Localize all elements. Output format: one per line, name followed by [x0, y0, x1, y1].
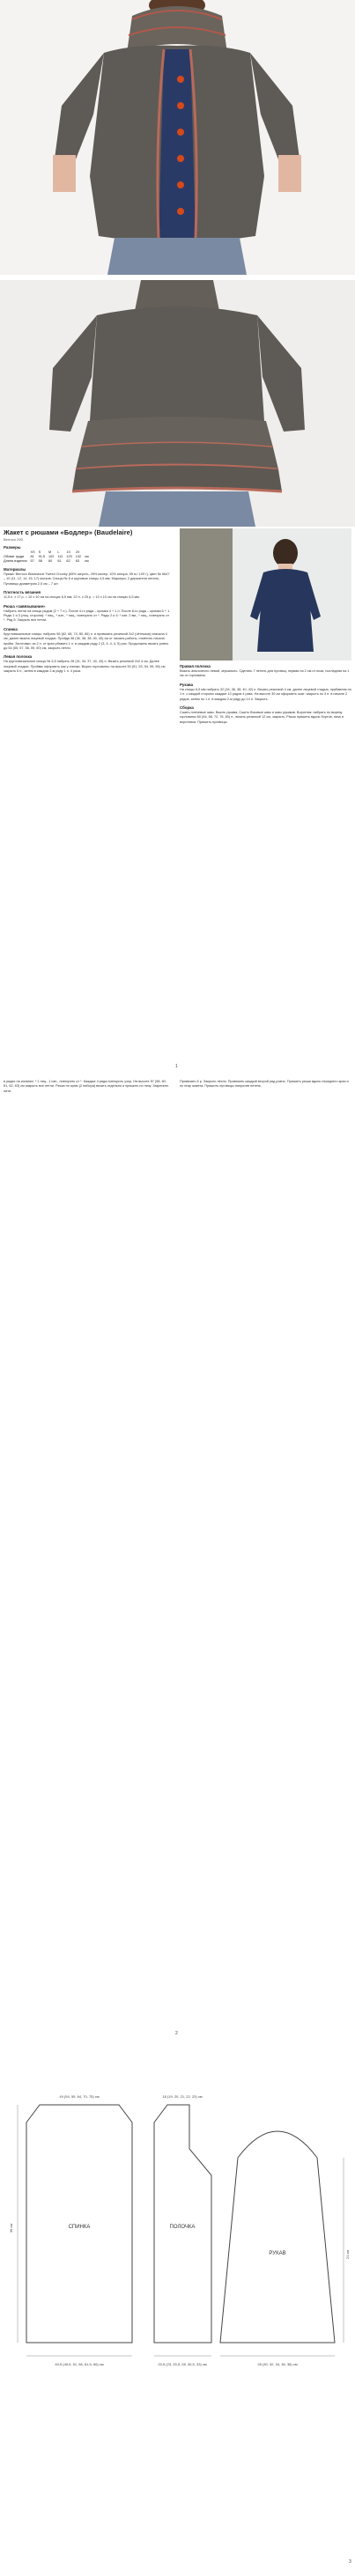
size-value: 81 — [30, 555, 34, 558]
page2-left-column — [4, 1080, 171, 1094]
measure-front-width: 20,5 (23, 25,5, 28, 30,5, 33) см — [158, 2362, 207, 2366]
left-front-heading: Левая полочка — [4, 654, 33, 660]
density-heading: Плотность вязания — [4, 590, 41, 595]
measure-back-top: 49 (54, 59, 64, 70, 75) см — [59, 2094, 100, 2099]
size-value: 112 — [57, 555, 63, 558]
materials-text: Пряжа: Berroco Blackstone Tweed Chunky (65% шерсть, 25% мохер, 10% ангора, 55 м / 100 г), цвет № 6647 – 10 (11, 12, 14, 15, 17) мотков; Спицы № 8 и круговые спицы 4,5 мм; Маркеры; 2 держателя петель; Пуговицы диаметром 2,5 см – 7 шт. — [4, 572, 170, 586]
front-label: ПОЛОЧКА — [169, 2225, 196, 2230]
size-value: 57 — [30, 559, 34, 563]
materials-heading: Материалы — [4, 567, 26, 572]
size-value: 60 — [48, 559, 53, 563]
sizes-row-label: Обхват груди — [4, 555, 25, 558]
measure-back-width: 40,5 (45,5, 51, 56, 61,5, 66) см — [55, 2362, 104, 2366]
front-piece-outline — [154, 2105, 211, 2343]
size-value: 61 — [57, 559, 62, 563]
size-unit: см — [85, 555, 89, 558]
sleeve-heading: Рукава — [180, 682, 194, 687]
page1-left-column — [4, 528, 171, 675]
measure-back-length: 36 см — [9, 2223, 13, 2233]
size-label: 2X — [75, 550, 80, 554]
ruffle-text: Набрать петли на спицы рядом (2 + 7 п.). После 4-го ряда – кромка 4 + 1 п. После 8-го ряда – кромка 6 + 1. Ряды 1 и 3 (лиц. сторона): * лиц., * изн., * лиц., повторять от *. Ряды 2 и 4: * изн. 2 вм., * лиц., повторять от *. Ряд 5: Закрыть все петли. — [4, 609, 171, 623]
size-label: L — [57, 550, 60, 554]
page1-right-column — [180, 528, 351, 725]
finishing-text: Сшить плечевые швы. Вшить рукава. Сшить боковые швы и швы рукавов. Воротник: набрать по вырезу горловины 60 (64, 68, 72, 76, 80) п., вязать резинкой 12 см, закрыть. Рюши пришить вдоль бортов, низа и воротника. Пришить пуговицы. — [180, 711, 344, 724]
page2-left-text: в рядах на изнанке: * 1 лиц., 1 изн., повторять от *. Каждые 4 ряда повторить узор. На высоте 57 (58, 60, 61, 62, 63) см закрыть все петли. Рюши по краю (2 набора) вязать отдельно и пришить по низу. Закрепить нити. — [4, 1080, 169, 1093]
schematic-diagram — [0, 2052, 355, 2545]
size-value: 58 — [38, 559, 42, 563]
photo-front-view — [0, 0, 355, 275]
page2-right-text: Провязать 6 р. Закрыть петли. Провязать каждый второй ряд ровно. Пришить рюши вдоль переднего края и по низу жакета. Пришить пуговицы напротив петель. — [180, 1080, 349, 1089]
sleeve-label: РУКАВ — [269, 2251, 286, 2256]
back-heading: Спинка — [4, 626, 18, 631]
page-number: 3 — [349, 2559, 351, 2565]
pattern-page-1 — [0, 528, 355, 1074]
back-piece-outline — [26, 2105, 132, 2343]
back-text: Кругловязальные спицы: набрать 56 (62, 68, 74, 80, 86) п. и провязать резинкой 2х2 (чётными) сначала 4 см; далее вязать лицевой гладью. Пройдя 36 (36, 38, 38, 40, 40) см от начала работы, отметить начало пройм. Заготовки: за 2 п. от края убавить 1 п. в каждом ряду 2 (3, 3, 4, 4, 5) раз. Продолжать вязать ровно до 54 (55, 57, 58, 59, 60) см, закрыть петли. — [4, 631, 169, 651]
size-value: 132 — [75, 555, 82, 558]
sleeve-outline — [220, 2131, 335, 2343]
density-text: 11,5 п. х 17 р. = 10 х 10 см на спицах 6,5 мм; 22 п. х 25 р. = 10 х 10 см на спицах 6,5 мм. — [4, 595, 140, 600]
right-front-text: Вязать аналогично левой, зеркально. Сделать 7 петель для пуговиц: первая на 2 см от низа, последняя на 1 см от горловины. — [180, 669, 350, 678]
size-value: 102 — [48, 555, 55, 558]
right-front-heading: Правая полочка — [180, 664, 211, 668]
sleeve-text: На спицы 6,5 мм набрать 32 (34, 36, 38, 40, 42) п. Вязать резинкой 4 см, далее лицевой гладью, прибавляя по 1 п. с каждой стороны каждые 10 рядов 4 раза. На высоте 30 см оформить окат: закрыть по 3 п. в начале 2 рядов, затем по 1 п. в каждом 2-м ряду до 14 п. Закрыть. — [180, 687, 351, 701]
pattern-page-2 — [0, 1080, 355, 2048]
size-value: 63 — [75, 559, 79, 563]
measure-sleeve-length: 21 см — [345, 2249, 350, 2260]
size-value: 91,5 — [38, 555, 46, 558]
size-label: M — [48, 550, 52, 554]
size-unit: см — [85, 559, 89, 563]
measure-sleeve-width: 28 (30, 32, 34, 36, 38) см — [257, 2362, 298, 2366]
finishing-heading: Сборка — [180, 705, 194, 711]
document-subtitle: Berroco 290 — [4, 537, 23, 542]
sizes-heading: Размеры — [4, 545, 21, 550]
size-label: S — [38, 550, 41, 554]
page-number: 2 — [175, 2031, 178, 2036]
ruffle-heading: Рюша «завязывание» — [4, 603, 46, 609]
sizes-row-label: Длина изделия — [4, 559, 27, 563]
model-photo — [180, 528, 351, 661]
page2-right-column — [180, 1080, 351, 1089]
size-value: 123 — [66, 555, 72, 558]
size-value: 62 — [66, 559, 70, 563]
page-number: 1 — [175, 1064, 178, 1069]
sizes-table — [4, 550, 92, 564]
document-title: Жакет с рюшами «Бодлер» (Baudelaire) — [4, 528, 133, 536]
left-front-text: На кругловязальные спицы № 6,5 набрать 28 (31, 34, 37, 40, 43) п. Вязать резинкой 2х2 4 см. Далее лицевой гладью. Проймы оформить как у спинки. Вырез горловины: на высоте 50 (51, 53, 54, 55, 56) см закрыть 6 п., затем в каждом 2-м ряду 1 п. 4 раза. — [4, 660, 166, 674]
size-label: 1X — [66, 550, 71, 554]
back-label: СПИНКА — [68, 2225, 91, 2230]
measure-front-top: 18 (19, 20, 21, 22, 23) см — [162, 2094, 203, 2099]
size-label: XS — [30, 550, 35, 554]
sizes-row — [4, 559, 92, 564]
pattern-page-3 — [0, 2052, 355, 2572]
photo-back-view — [0, 280, 355, 527]
